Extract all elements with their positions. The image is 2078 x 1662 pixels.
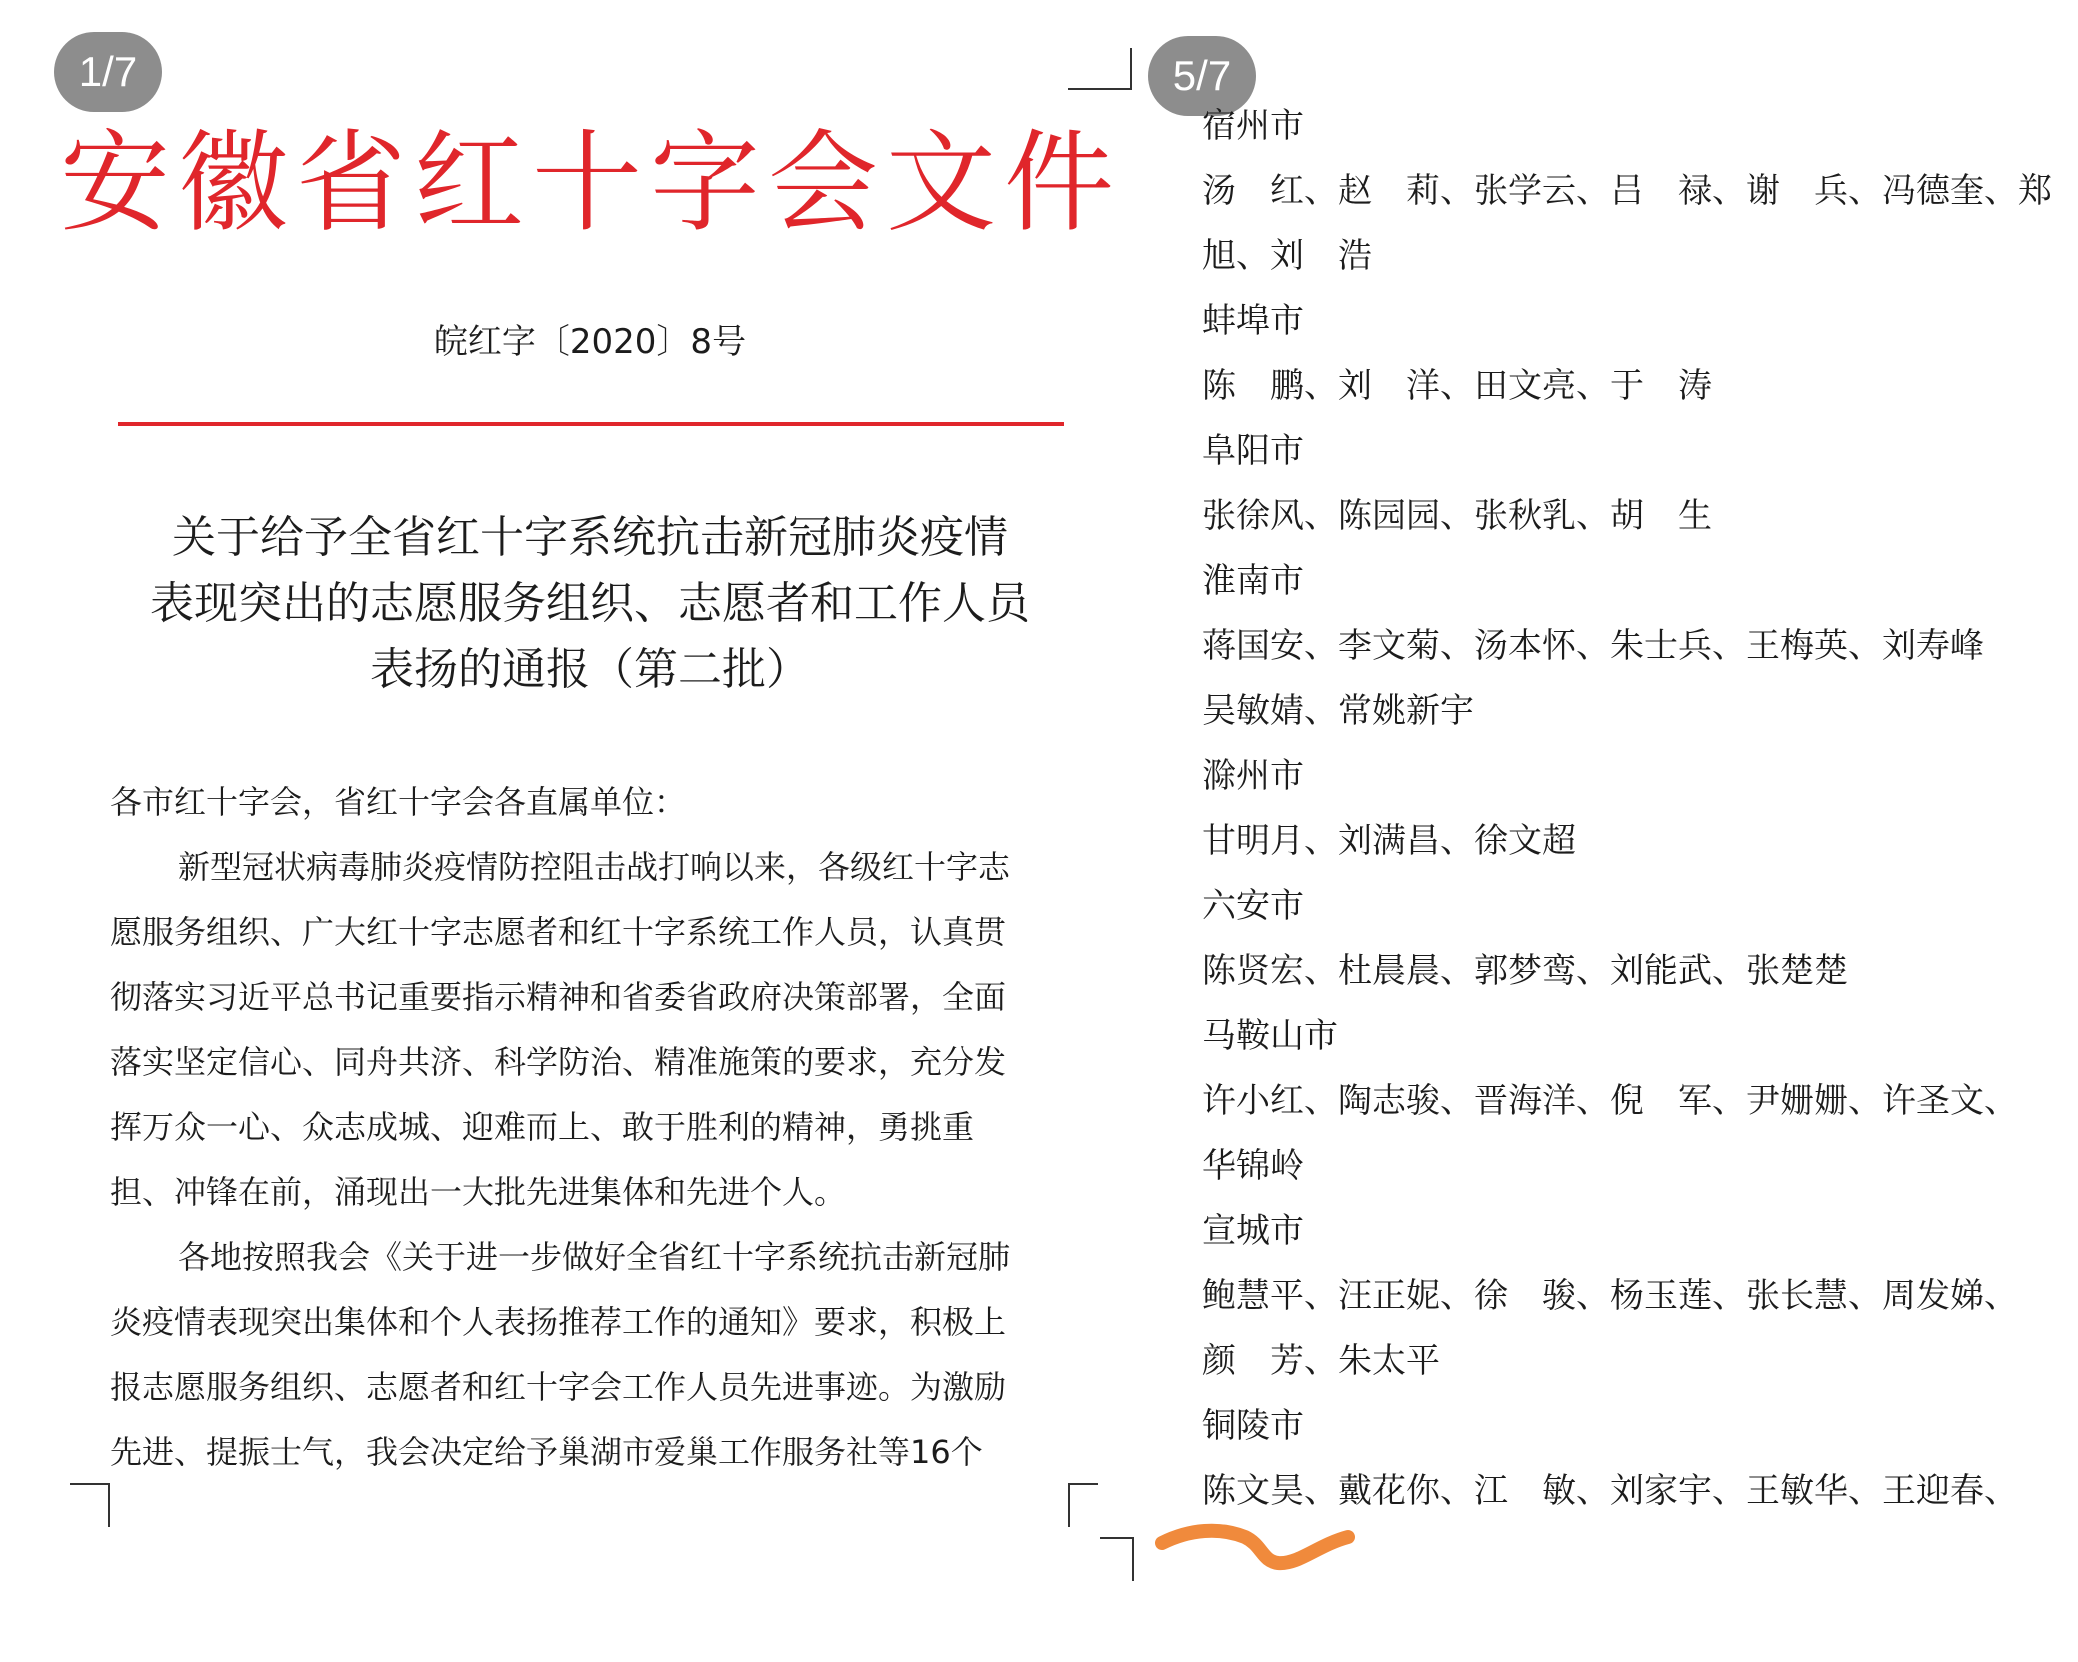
body-line: 彻落实习近平总书记重要指示精神和省委省政府决策部署，全面 — [110, 978, 1007, 1016]
body-line: 落实坚定信心、同舟共济、科学防治、精准施策的要求，充分发 — [110, 1043, 1007, 1081]
page-corner-mark — [1100, 1537, 1134, 1581]
name-line: 旭、刘 浩 — [1202, 236, 1372, 276]
name-line: 颜 芳、朱太平 — [1202, 1341, 1440, 1381]
document-title: 安徽省红十字会文件 — [60, 119, 1122, 247]
notice-title-line: 关于给予全省红十字系统抗击新冠肺炎疫情 — [172, 512, 1008, 563]
notice-title-line: 表扬的通报（第二批） — [370, 644, 810, 695]
page-corner-mark — [1068, 1483, 1098, 1527]
page-indicator: 5/7 — [1148, 36, 1256, 116]
body-line: 担、冲锋在前，涌现出一大批先进集体和先进个人。 — [110, 1173, 847, 1211]
name-line: 鲍慧平、汪正妮、徐 骏、杨玉莲、张长慧、周发娣、 — [1202, 1276, 2018, 1316]
body-line: 先进、提振士气，我会决定给予巢湖市爱巢工作服务社等16个 — [110, 1433, 983, 1471]
city-heading: 宣城市 — [1202, 1211, 1304, 1251]
name-line: 吴敏婧、常姚新宇 — [1202, 691, 1474, 731]
body-line: 报志愿服务组织、志愿者和红十字会工作人员先进事迹。为激励 — [110, 1368, 1007, 1406]
city-heading: 马鞍山市 — [1202, 1016, 1338, 1056]
name-line: 陈 鹏、刘 洋、田文亮、于 涛 — [1202, 366, 1712, 406]
page-corner-mark — [1068, 48, 1132, 90]
body-line: 炎疫情表现突出集体和个人表扬推荐工作的通知》要求，积极上 — [110, 1303, 1007, 1341]
document-number: 皖红字〔2020〕8号 — [433, 322, 747, 362]
notice-title — [60, 505, 1120, 703]
city-heading: 淮南市 — [1202, 561, 1304, 601]
notice-title-line: 表现突出的志愿服务组织、志愿者和工作人员 — [150, 578, 1030, 629]
body-line: 各地按照我会《关于进一步做好全省红十字系统抗击新冠肺 — [178, 1238, 1011, 1276]
red-divider — [118, 422, 1064, 426]
name-line: 张徐风、陈园园、张秋乳、胡 生 — [1202, 496, 1712, 536]
salutation: 各市红十字会，省红十字会各直属单位： — [110, 783, 687, 821]
name-line: 蒋国安、李文菊、汤本怀、朱士兵、王梅英、刘寿峰 — [1202, 626, 1984, 666]
city-heading: 六安市 — [1202, 886, 1304, 926]
city-heading: 阜阳市 — [1202, 431, 1304, 471]
name-line: 华锦岭 — [1202, 1146, 1304, 1186]
city-heading: 铜陵市 — [1202, 1406, 1304, 1446]
honoree-list — [1202, 100, 2078, 1530]
body-line: 挥万众一心、众志成城、迎难而上、敢于胜利的精神，勇挑重 — [110, 1108, 975, 1146]
page-indicator: 1/7 — [54, 32, 162, 112]
name-line: 陈贤宏、杜晨晨、郭梦鸾、刘能武、张楚楚 — [1202, 951, 1848, 991]
name-line: 甘明月、刘满昌、徐文超 — [1202, 821, 1576, 861]
name-line: 许小红、陶志骏、晋海洋、倪 军、尹姗姗、许圣文、 — [1202, 1081, 2018, 1121]
page-corner-mark — [70, 1483, 110, 1527]
name-line: 陈文昊、戴花你、江 敏、刘家宇、王敏华、王迎春、 — [1202, 1471, 2018, 1511]
body-line: 新型冠状病毒肺炎疫情防控阻击战打响以来，各级红十字志 — [178, 848, 1011, 886]
city-heading: 宿州市 — [1202, 106, 1304, 146]
city-heading: 蚌埠市 — [1202, 301, 1304, 341]
name-line: 汤 红、赵 莉、张学云、吕 禄、谢 兵、冯德奎、郑 — [1202, 171, 2052, 211]
body-line: 愿服务组织、广大红十字志愿者和红十字系统工作人员，认真贯 — [110, 913, 1007, 951]
city-heading: 滁州市 — [1202, 756, 1304, 796]
marker-underline-squiggle — [1150, 1515, 1370, 1585]
